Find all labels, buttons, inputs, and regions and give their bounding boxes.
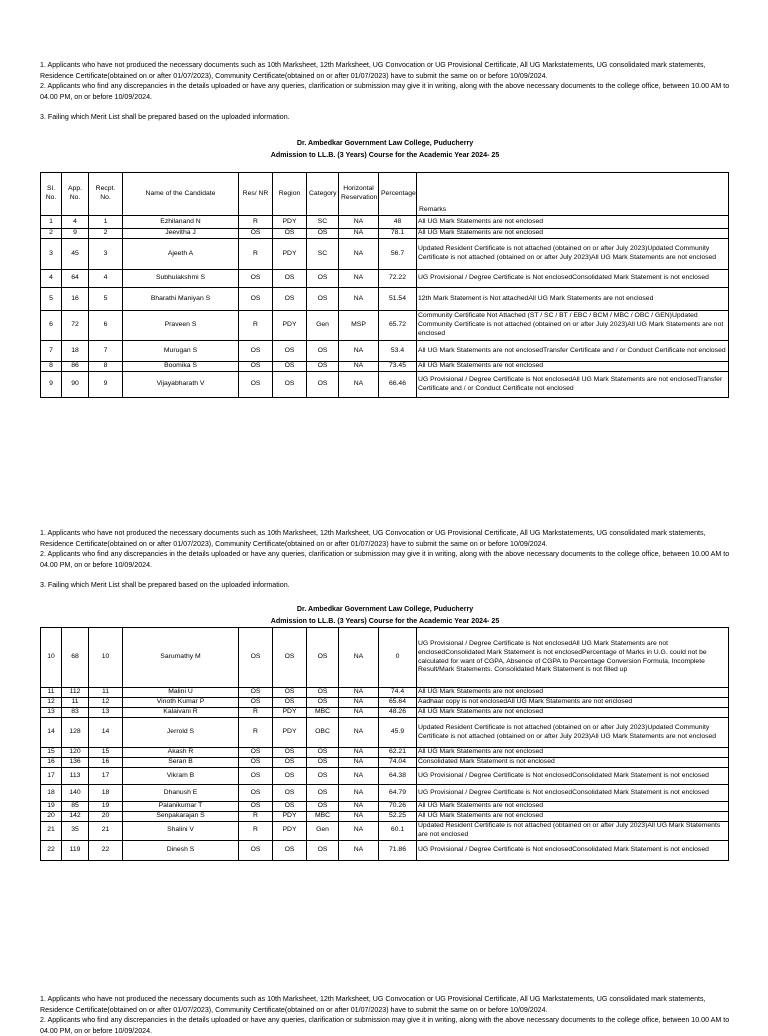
candidate-name-cell: Malini U — [123, 688, 239, 698]
col-percentage: Percentage — [379, 173, 417, 216]
remarks-cell: UG Provisional / Degree Certificate is Not enclosedConsolidated Mark Statement is not enclosed — [417, 768, 729, 785]
candidate-name-cell: Dhanush E — [123, 785, 239, 802]
category-cell: Gen — [307, 822, 339, 841]
category-cell: OS — [307, 372, 339, 398]
sl-no-cell: 14 — [41, 718, 62, 748]
region-cell: OS — [273, 688, 307, 698]
recpt-no-cell: 14 — [89, 718, 123, 748]
table-row — [41, 341, 729, 362]
recpt-no-cell: 19 — [89, 802, 123, 812]
table-row — [41, 708, 729, 718]
res-nr-cell: OS — [239, 372, 273, 398]
sl-no-cell: 1 — [41, 216, 62, 229]
category-cell: OS — [307, 270, 339, 288]
region-cell: OS — [273, 768, 307, 785]
app-no-cell: 83 — [62, 708, 89, 718]
sl-no-cell: 4 — [41, 270, 62, 288]
app-no-cell: 16 — [62, 288, 89, 311]
app-no-cell: 90 — [62, 372, 89, 398]
region-cell: PDY — [273, 718, 307, 748]
recpt-no-cell: 9 — [89, 372, 123, 398]
percentage-cell: 64.38 — [379, 768, 417, 785]
col-category: Category — [307, 173, 339, 216]
remarks-cell: All UG Mark Statements are not enclosed — [417, 708, 729, 718]
candidate-name-cell: Akash R — [123, 748, 239, 758]
sl-no-cell: 3 — [41, 239, 62, 270]
res-nr-cell: OS — [239, 341, 273, 362]
table-row — [41, 270, 729, 288]
category-cell: OS — [307, 688, 339, 698]
recpt-no-cell: 13 — [89, 708, 123, 718]
res-nr-cell: R — [239, 311, 273, 341]
sl-no-cell: 21 — [41, 822, 62, 841]
res-nr-cell: OS — [239, 270, 273, 288]
sl-no-cell: 15 — [41, 748, 62, 758]
res-nr-cell: R — [239, 216, 273, 229]
percentage-cell: 53.4 — [379, 341, 417, 362]
horizontal-reservation-cell: NA — [339, 229, 379, 239]
remarks-cell: All UG Mark Statements are not enclosed — [417, 229, 729, 239]
app-no-cell: 9 — [62, 229, 89, 239]
candidate-name-cell: Vinoth Kumar P — [123, 698, 239, 708]
app-no-cell: 11 — [62, 698, 89, 708]
recpt-no-cell: 2 — [89, 229, 123, 239]
table-row — [41, 229, 729, 239]
category-cell: OS — [307, 628, 339, 688]
res-nr-cell: OS — [239, 802, 273, 812]
remarks-cell: All UG Mark Statements are not enclosed — [417, 688, 729, 698]
percentage-cell: 51.54 — [379, 288, 417, 311]
region-cell: PDY — [273, 822, 307, 841]
horizontal-reservation-cell: NA — [339, 362, 379, 372]
sl-no-cell: 11 — [41, 688, 62, 698]
candidate-name-cell: Sarumathy M — [123, 628, 239, 688]
res-nr-cell: OS — [239, 840, 273, 860]
horizontal-reservation-cell: NA — [339, 270, 379, 288]
remarks-cell: All UG Mark Statements are not enclosed — [417, 802, 729, 812]
col-region: Region — [273, 173, 307, 216]
candidate-name-cell: Shalini V — [123, 822, 239, 841]
sl-no-cell: 16 — [41, 758, 62, 768]
horizontal-reservation-cell: NA — [339, 768, 379, 785]
sl-no-cell: 22 — [41, 840, 62, 860]
sl-no-cell: 12 — [41, 698, 62, 708]
remarks-cell: Updated Resident Certificate is not attached (obtained on or after July 2023)All UG Mark Statements are not enclosed — [417, 822, 729, 841]
percentage-cell: 45.9 — [379, 718, 417, 748]
percentage-cell: 71.86 — [379, 840, 417, 860]
percentage-cell: 62.21 — [379, 748, 417, 758]
sl-no-cell: 6 — [41, 311, 62, 341]
horizontal-reservation-cell: NA — [339, 698, 379, 708]
res-nr-cell: OS — [239, 688, 273, 698]
app-no-cell: 4 — [62, 216, 89, 229]
res-nr-cell: R — [239, 239, 273, 270]
horizontal-reservation-cell: NA — [339, 688, 379, 698]
instructions-block-3 — [40, 994, 730, 1036]
category-cell: OS — [307, 748, 339, 758]
horizontal-reservation-cell: NA — [339, 628, 379, 688]
percentage-cell: 74.4 — [379, 688, 417, 698]
percentage-cell: 65.72 — [379, 311, 417, 341]
app-no-cell: 18 — [62, 341, 89, 362]
candidate-name-cell: Seran B — [123, 758, 239, 768]
sl-no-cell: 20 — [41, 812, 62, 822]
instruction-2: 2. Applicants who find any discrepancies in the details uploaded or have any queries, clarification or submission may give it in writing, along with the above necessary documents to the college office, between 10.00 AM to 04.00 PM, on or before 10/09/2024. — [40, 82, 730, 101]
app-no-cell: 120 — [62, 748, 89, 758]
recpt-no-cell: 16 — [89, 758, 123, 768]
col-app-no: App. No. — [62, 173, 89, 216]
instruction-1: 1. Applicants who have not produced the necessary documents such as 10th Marksheet, 12th Marksheet, UG Convocation or UG Provisional Certificate, All UG Markstatements, UG consolidated mark statements, Residence Certificate(obtained on or after 01/07/2023), Community Certificate(obtained on or after 01/07/2023) have to submit the same on or before 10/09/2024. — [40, 995, 706, 1014]
region-cell: OS — [273, 229, 307, 239]
category-cell: OS — [307, 758, 339, 768]
recpt-no-cell: 4 — [89, 270, 123, 288]
recpt-no-cell: 5 — [89, 288, 123, 311]
percentage-cell: 48 — [379, 216, 417, 229]
percentage-cell: 56.7 — [379, 239, 417, 270]
horizontal-reservation-cell: NA — [339, 372, 379, 398]
remarks-cell: UG Provisional / Degree Certificate is Not enclosedConsolidated Mark Statement is not enclosed — [417, 270, 729, 288]
region-cell: PDY — [273, 812, 307, 822]
category-cell: OS — [307, 785, 339, 802]
table-row — [41, 812, 729, 822]
app-no-cell: 68 — [62, 628, 89, 688]
region-cell: OS — [273, 758, 307, 768]
candidate-name-cell: Senpakarajan S — [123, 812, 239, 822]
region-cell: PDY — [273, 216, 307, 229]
region-cell: PDY — [273, 239, 307, 270]
course-title: Admission to LL.B. (3 Years) Course for the Academic Year 2024- 25 — [270, 616, 500, 625]
category-cell: MBC — [307, 812, 339, 822]
category-cell: MBC — [307, 708, 339, 718]
horizontal-reservation-cell: NA — [339, 239, 379, 270]
table-heading-2 — [40, 604, 730, 627]
region-cell: OS — [273, 785, 307, 802]
remarks-cell: UG Provisional / Degree Certificate is Not enclosedAll UG Mark Statements are not enclosedTransfer Certificate and / or Conduct Certificate not enclosed — [417, 372, 729, 398]
region-cell: OS — [273, 802, 307, 812]
col-res-nr: Res/ NR — [239, 173, 273, 216]
remarks-cell: All UG Mark Statements are not enclosed — [417, 362, 729, 372]
region-cell: OS — [273, 748, 307, 758]
app-no-cell: 119 — [62, 840, 89, 860]
recpt-no-cell: 12 — [89, 698, 123, 708]
percentage-cell: 0 — [379, 628, 417, 688]
horizontal-reservation-cell: NA — [339, 288, 379, 311]
table-row — [41, 311, 729, 341]
instructions-block-2 — [40, 528, 730, 591]
category-cell: OS — [307, 768, 339, 785]
table-row — [41, 239, 729, 270]
table-row — [41, 362, 729, 372]
app-no-cell: 113 — [62, 768, 89, 785]
app-no-cell: 72 — [62, 311, 89, 341]
remarks-cell: All UG Mark Statements are not enclosed — [417, 812, 729, 822]
horizontal-reservation-cell: NA — [339, 758, 379, 768]
table-row — [41, 628, 729, 688]
candidate-name-cell: Praveen S — [123, 311, 239, 341]
col-sl-no: Sl. No. — [41, 173, 62, 216]
recpt-no-cell: 20 — [89, 812, 123, 822]
percentage-cell: 64.79 — [379, 785, 417, 802]
table-row — [41, 840, 729, 860]
res-nr-cell: R — [239, 812, 273, 822]
recpt-no-cell: 21 — [89, 822, 123, 841]
table-row — [41, 688, 729, 698]
app-no-cell: 64 — [62, 270, 89, 288]
app-no-cell: 136 — [62, 758, 89, 768]
remarks-cell: UG Provisional / Degree Certificate is Not enclosedAll UG Mark Statements are not enclosedConsolidated Mark Statement is not enclosedPercentage of Marks in U.G. could not be calculated for want of CGPA, Absence of CGPA to Percentage Conversion Formula, Incomplete Result/Mark Statements. Consolidated Mark Statement is not filled up — [417, 628, 729, 688]
res-nr-cell: OS — [239, 698, 273, 708]
instruction-2: 2. Applicants who find any discrepancies in the details uploaded or have any queries, clarification or submission may give it in writing, along with the above necessary documents to the college office, between 10.00 AM to 04.00 PM, on or before 10/09/2024. — [40, 550, 730, 569]
horizontal-reservation-cell: NA — [339, 812, 379, 822]
instructions-block-1 — [40, 60, 730, 123]
col-remarks: Remarks — [417, 173, 729, 216]
percentage-cell: 60.1 — [379, 822, 417, 841]
table-row — [41, 802, 729, 812]
horizontal-reservation-cell: NA — [339, 785, 379, 802]
region-cell: PDY — [273, 708, 307, 718]
horizontal-reservation-cell: NA — [339, 822, 379, 841]
candidate-name-cell: Ajeeth A — [123, 239, 239, 270]
remarks-cell: Updated Resident Certificate is not attached (obtained on or after July 2023)Updated Community Certificate is not attached (obtained on or after July 2023)All UG Mark Statements are not enclosed — [417, 239, 729, 270]
table-row — [41, 288, 729, 311]
category-cell: OS — [307, 229, 339, 239]
table-row — [41, 822, 729, 841]
region-cell: OS — [273, 840, 307, 860]
recpt-no-cell: 6 — [89, 311, 123, 341]
table-row — [41, 785, 729, 802]
percentage-cell: 70.26 — [379, 802, 417, 812]
category-cell: SC — [307, 216, 339, 229]
recpt-no-cell: 17 — [89, 768, 123, 785]
col-horizontal-reservation: Horizontal Reservation — [339, 173, 379, 216]
remarks-cell: Community Certificate Not Attached (ST / SC / BT / EBC / BCM / MBC / OBC / GEN)Updated Community Certificate is not attached (obtained on or after July 2023)All UG Mark Statements are not enclosed — [417, 311, 729, 341]
region-cell: OS — [273, 288, 307, 311]
remarks-cell: UG Provisional / Degree Certificate is Not enclosedConsolidated Mark Statement is not enclosed — [417, 840, 729, 860]
category-cell: OBC — [307, 718, 339, 748]
college-name: Dr. Ambedkar Government Law College, Puducherry — [296, 139, 474, 147]
recpt-no-cell: 11 — [89, 688, 123, 698]
app-no-cell: 86 — [62, 362, 89, 372]
category-cell: OS — [307, 288, 339, 311]
candidates-table-2 — [40, 627, 729, 861]
percentage-cell: 65.64 — [379, 698, 417, 708]
table-row — [41, 698, 729, 708]
percentage-cell: 73.45 — [379, 362, 417, 372]
candidate-name-cell: Murugan S — [123, 341, 239, 362]
horizontal-reservation-cell: NA — [339, 802, 379, 812]
percentage-cell: 66.46 — [379, 372, 417, 398]
sl-no-cell: 10 — [41, 628, 62, 688]
table-row — [41, 372, 729, 398]
category-cell: OS — [307, 802, 339, 812]
sl-no-cell: 5 — [41, 288, 62, 311]
category-cell: OS — [307, 362, 339, 372]
instruction-3: 3. Failing which Merit List shall be prepared based on the uploaded information. — [40, 581, 290, 589]
horizontal-reservation-cell: NA — [339, 718, 379, 748]
category-cell: OS — [307, 840, 339, 860]
region-cell: OS — [273, 341, 307, 362]
region-cell: OS — [273, 698, 307, 708]
candidate-name-cell: Ezhilanand N — [123, 216, 239, 229]
remarks-cell: UG Provisional / Degree Certificate is Not enclosedConsolidated Mark Statement is not enclosed — [417, 785, 729, 802]
table-row — [41, 718, 729, 748]
app-no-cell: 45 — [62, 239, 89, 270]
horizontal-reservation-cell: NA — [339, 708, 379, 718]
col-recpt-no: Recpt. No. — [89, 173, 123, 216]
recpt-no-cell: 10 — [89, 628, 123, 688]
recpt-no-cell: 22 — [89, 840, 123, 860]
sl-no-cell: 17 — [41, 768, 62, 785]
region-cell: OS — [273, 372, 307, 398]
horizontal-reservation-cell: NA — [339, 341, 379, 362]
percentage-cell: 74.04 — [379, 758, 417, 768]
remarks-cell: Aadhaar copy is not enclosedAll UG Mark Statements are not enclosed — [417, 698, 729, 708]
res-nr-cell: OS — [239, 785, 273, 802]
app-no-cell: 142 — [62, 812, 89, 822]
res-nr-cell: OS — [239, 758, 273, 768]
app-no-cell: 128 — [62, 718, 89, 748]
college-name: Dr. Ambedkar Government Law College, Puducherry — [296, 605, 474, 613]
remarks-cell: Consolidated Mark Statement is not enclosed — [417, 758, 729, 768]
candidate-name-cell: Vikram B — [123, 768, 239, 785]
candidate-name-cell: Jeevitha J — [123, 229, 239, 239]
res-nr-cell: OS — [239, 362, 273, 372]
candidate-name-cell: Boomika S — [123, 362, 239, 372]
table-row — [41, 748, 729, 758]
category-cell: OS — [307, 698, 339, 708]
region-cell: OS — [273, 628, 307, 688]
candidate-name-cell: Bharathi Maniyan S — [123, 288, 239, 311]
candidate-name-cell: Jerrold S — [123, 718, 239, 748]
table-row — [41, 768, 729, 785]
recpt-no-cell: 8 — [89, 362, 123, 372]
region-cell: PDY — [273, 311, 307, 341]
recpt-no-cell: 7 — [89, 341, 123, 362]
res-nr-cell: OS — [239, 288, 273, 311]
recpt-no-cell: 18 — [89, 785, 123, 802]
sl-no-cell: 13 — [41, 708, 62, 718]
recpt-no-cell: 15 — [89, 748, 123, 758]
table-heading-1 — [40, 138, 730, 161]
percentage-cell: 78.1 — [379, 229, 417, 239]
app-no-cell: 140 — [62, 785, 89, 802]
res-nr-cell: OS — [239, 628, 273, 688]
instruction-1: 1. Applicants who have not produced the necessary documents such as 10th Marksheet, 12th Marksheet, UG Convocation or UG Provisional Certificate, All UG Markstatements, UG consolidated mark statements, Residence Certificate(obtained on or after 01/07/2023), Community Certificate(obtained on or after 01/07/2023) have to submit the same on or before 10/09/2024. — [40, 529, 706, 548]
candidate-name-cell: Dinesh S — [123, 840, 239, 860]
remarks-cell: Updated Resident Certificate is not attached (obtained on or after July 2023)Updated Community Certificate is not attached (obtained on or after July 2023)All UG Mark Statements are not enclosed — [417, 718, 729, 748]
instruction-2: 2. Applicants who find any discrepancies in the details uploaded or have any queries, clarification or submission may give it in writing, along with the above necessary documents to the college office, between 10.00 AM to 04.00 PM, on or before 10/09/2024. — [40, 1016, 730, 1035]
recpt-no-cell: 1 — [89, 216, 123, 229]
horizontal-reservation-cell: NA — [339, 840, 379, 860]
res-nr-cell: R — [239, 718, 273, 748]
res-nr-cell: R — [239, 708, 273, 718]
region-cell: OS — [273, 362, 307, 372]
table-row — [41, 216, 729, 229]
res-nr-cell: OS — [239, 229, 273, 239]
remarks-cell: 12th Mark Statement is Not attachedAll UG Mark Statements are not enclosed — [417, 288, 729, 311]
horizontal-reservation-cell: MSP — [339, 311, 379, 341]
col-candidate-name: Name of the Candidate — [123, 173, 239, 216]
remarks-cell: All UG Mark Statements are not enclosedTransfer Certificate and / or Conduct Certificate not enclosed — [417, 341, 729, 362]
app-no-cell: 85 — [62, 802, 89, 812]
res-nr-cell: OS — [239, 768, 273, 785]
candidate-name-cell: Palanikumar T — [123, 802, 239, 812]
candidate-name-cell: Subhulakshmi S — [123, 270, 239, 288]
percentage-cell: 48.26 — [379, 708, 417, 718]
instruction-1: 1. Applicants who have not produced the necessary documents such as 10th Marksheet, 12th Marksheet, UG Convocation or UG Provisional Certificate, All UG Markstatements, UG consolidated mark statements, Residence Certificate(obtained on or after 01/07/2023), Community Certificate(obtained on or after 01/07/2023) have to submit the same on or before 10/09/2024. — [40, 61, 706, 80]
sl-no-cell: 7 — [41, 341, 62, 362]
category-cell: Gen — [307, 311, 339, 341]
horizontal-reservation-cell: NA — [339, 216, 379, 229]
res-nr-cell: OS — [239, 748, 273, 758]
instruction-3: 3. Failing which Merit List shall be prepared based on the uploaded information. — [40, 113, 290, 121]
category-cell: SC — [307, 239, 339, 270]
recpt-no-cell: 3 — [89, 239, 123, 270]
table-row — [41, 758, 729, 768]
percentage-cell: 52.25 — [379, 812, 417, 822]
app-no-cell: 35 — [62, 822, 89, 841]
category-cell: OS — [307, 341, 339, 362]
res-nr-cell: R — [239, 822, 273, 841]
sl-no-cell: 19 — [41, 802, 62, 812]
percentage-cell: 72.22 — [379, 270, 417, 288]
sl-no-cell: 8 — [41, 362, 62, 372]
sl-no-cell: 18 — [41, 785, 62, 802]
app-no-cell: 112 — [62, 688, 89, 698]
sl-no-cell: 2 — [41, 229, 62, 239]
remarks-cell: All UG Mark Statements are not enclosed — [417, 748, 729, 758]
table-header-row — [41, 173, 729, 216]
candidates-table-1 — [40, 172, 729, 398]
candidate-name-cell: Kalaivani R — [123, 708, 239, 718]
sl-no-cell: 9 — [41, 372, 62, 398]
region-cell: OS — [273, 270, 307, 288]
course-title: Admission to LL.B. (3 Years) Course for the Academic Year 2024- 25 — [270, 150, 500, 159]
candidate-name-cell: Vijayabharath V — [123, 372, 239, 398]
horizontal-reservation-cell: NA — [339, 748, 379, 758]
remarks-cell: All UG Mark Statements are not enclosed — [417, 216, 729, 229]
